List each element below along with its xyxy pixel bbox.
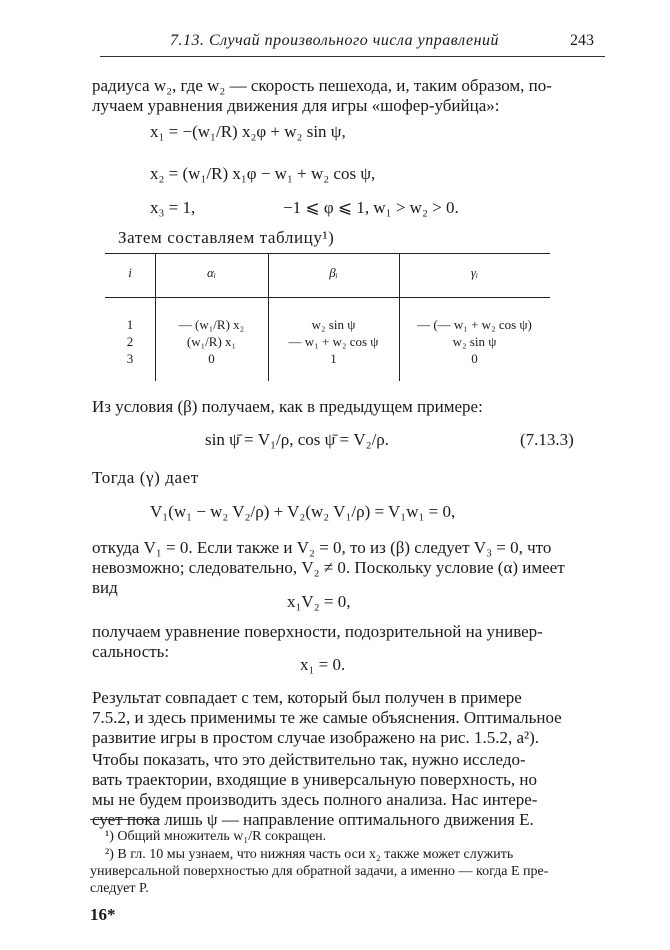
coefficients-table	[105, 253, 550, 381]
footnote-2-line-2: универсальной поверхностью для обратной задачи, а именно — когда E пре-	[90, 864, 549, 879]
paragraph-1-line-3: вид	[92, 578, 118, 597]
table-row-1-i: 1	[126, 317, 134, 332]
table-row-1-beta: w₂ sin ψ	[311, 317, 356, 332]
table-row-3-beta: 1	[330, 351, 337, 366]
beta-condition-text: Из условия (β) получаем, как в предыдущем примере:	[92, 397, 483, 416]
equation-x1: x₁ = 0.	[300, 655, 346, 674]
paragraph-3-line-3: развитие игры в простом случае изображено на рис. 1.5.2, a²).	[92, 728, 540, 747]
table-row-3-i: 3	[126, 351, 134, 366]
equation-1: x₁ = −(w₁/R) x₂φ + w₂ sin ψ,	[150, 122, 346, 141]
paragraph-3-line-1: Результат совпадает с тем, который был получен в примере	[92, 688, 522, 707]
equation-7-13-3: sin ψ̄ = V₁/ρ, cos ψ̄ = V₂/ρ.	[205, 430, 390, 449]
paragraph-4-line-4: сует пока лишь ψ — направление оптимального движения E.	[92, 810, 534, 829]
table-row-3-alpha: 0	[208, 351, 215, 366]
equation-3-left: x₃ = 1,	[150, 198, 196, 217]
intro-line-2: лучаем уравнения движения для игры «шофер-убийца»:	[92, 96, 500, 115]
paragraph-3-line-2: 7.5.2, и здесь применимы те же самые объяснения. Оптимальное	[92, 708, 562, 727]
table-row-3-gamma: 0	[471, 351, 478, 366]
table-intro: Затем составляем таблицу¹)	[118, 228, 335, 247]
paragraph-1-line-2: невозможно; следовательно, V₂ ≠ 0. Поскольку условие (α) имеет	[92, 558, 565, 577]
table-row-2-i: 2	[126, 334, 134, 349]
equation-3-right: −1 ⩽ φ ⩽ 1, w₁ > w₂ > 0.	[283, 198, 459, 217]
table-header-beta: βᵢ	[329, 265, 338, 280]
paragraph-2-line-2: сальность:	[92, 642, 170, 661]
table-header-i: i	[128, 265, 132, 280]
equation-gamma: V₁(w₁ − w₂ V₂/ρ) + V₂(w₂ V₁/ρ) = V₁w₁ = 0,	[150, 502, 456, 521]
gamma-condition-text: Тогда (γ) дает	[92, 468, 199, 487]
page-number: 243	[570, 32, 594, 49]
equation-x1-v2: x₁V₂ = 0,	[287, 592, 351, 611]
table-header-gamma: γᵢ	[470, 265, 479, 280]
equation-2: x₂ = (w₁/R) x₁φ − w₁ + w₂ cos ψ,	[150, 164, 376, 183]
running-header-title: 7.13. Случай произвольного числа управлений	[170, 32, 500, 49]
table-row-1-gamma: — (— w₁ + w₂ cos ψ)	[417, 317, 532, 332]
table-header-alpha: αᵢ	[207, 265, 216, 280]
paragraph-4-line-2: вать траектории, входящие в универсальную поверхность, но	[92, 770, 537, 789]
footnote-2-line-1: ²) В гл. 10 мы узнаем, что нижняя часть оси x₂ также может служить	[105, 847, 514, 862]
paragraph-4-line-1: Чтобы показать, что это действительно так, нужно исследо-	[92, 750, 526, 769]
paragraph-2-line-1: получаем уравнение поверхности, подозрительной на универ-	[92, 622, 543, 641]
paragraph-1-line-1: откуда V₁ = 0. Если также и V₂ = 0, то из (β) следует V₃ = 0, что	[92, 538, 552, 557]
intro-line-1: радиуса w₂, где w₂ — скорость пешехода, и, таким образом, по-	[92, 76, 552, 95]
footnote-1: ¹) Общий множитель w₁/R сокращен.	[105, 829, 327, 844]
paragraph-4-line-3: мы не будем производить здесь полного анализа. Нас интере-	[92, 790, 538, 809]
printer-signature: 16*	[90, 905, 116, 924]
table-row-2-beta: — w₁ + w₂ cos ψ	[288, 334, 379, 349]
footnote-rule	[90, 819, 160, 820]
table-row-2-alpha: (w₁/R) x₁	[186, 334, 237, 349]
table-row-1-alpha: — (w₁/R) x₂	[178, 317, 245, 332]
footnote-2-line-3: следует P.	[90, 881, 149, 896]
table-row-2-gamma: w₂ sin ψ	[452, 334, 497, 349]
equation-7-13-3-label: (7.13.3)	[520, 430, 574, 449]
